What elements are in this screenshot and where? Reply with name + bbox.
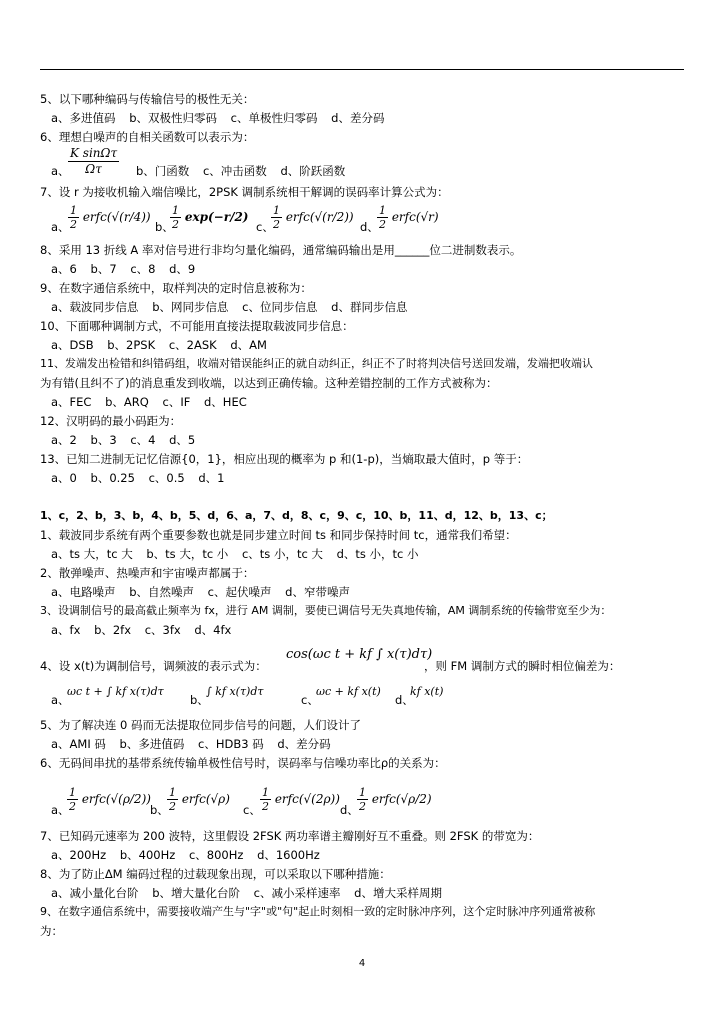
q13-options — [51, 471, 697, 485]
formula-body: erfc(√ρ/2) — [371, 792, 432, 806]
fraction-denominator: Ωτ — [85, 162, 102, 176]
q8-text: 8、采用 13 折线 A 率对信号进行非均匀量化编码，通常编码输出是用______位二进制数表示。 — [40, 243, 522, 257]
option: b、2fx — [94, 623, 132, 637]
q12-options — [51, 433, 697, 447]
q10-text: 10、下面哪种调制方式，不可能用直接法提取载波同步信息： — [40, 319, 354, 333]
s2-q8-text: 8、为了防止ΔM 编码过程的过载现象出现，可以采取以下哪种措施： — [40, 867, 391, 881]
q13-text: 13、已知二进制无记忆信源{0，1}，相应出现的概率为 p 和(1-p)，当熵取最大值时，p 等于： — [40, 452, 529, 466]
fraction-numerator: 1 — [379, 204, 386, 217]
q7-option-d-label: d、 — [360, 220, 379, 234]
s2-q7-text: 7、已知码元速率为 200 波特，这里假设 2FSK 两功率谱主瓣刚好互不重叠。则 2FSK 的带宽为： — [40, 829, 540, 843]
option: d、差分码 — [277, 737, 331, 751]
option: d、增大采样周期 — [354, 886, 442, 900]
option: b、ts 大，tc 小 — [146, 547, 229, 561]
option: a、多进值码 — [51, 111, 116, 125]
q7-option-d-formula — [377, 204, 439, 231]
option: b、自然噪声 — [129, 585, 195, 599]
option: c、减小采样速率 — [253, 886, 341, 900]
option: c、HDB3 码 — [198, 737, 264, 751]
q6-options-rest — [136, 164, 536, 178]
option: d、群同步信息 — [331, 300, 408, 314]
option: a、200Hz — [51, 848, 107, 862]
q8-options — [51, 262, 697, 276]
option: a、减小量化台阶 — [51, 886, 139, 900]
s2-q1-options — [51, 547, 697, 561]
option: a、6 — [51, 262, 77, 276]
s2-q4-option-c-formula: ωc + kf x(t) — [316, 685, 381, 698]
option: a、0 — [51, 471, 77, 485]
option: a、载波同步信息 — [51, 300, 139, 314]
s2-q4-formula: cos(ωc t + kf ∫ x(τ)dτ) — [286, 647, 433, 662]
s2-q6-option-c-formula — [260, 786, 340, 813]
fraction-denominator: 2 — [273, 218, 280, 231]
option: b、3 — [90, 433, 117, 447]
q7-option-a-label: a、 — [51, 220, 70, 234]
q11-text-line2: 为有错(且纠不了)的消息重发到收端，以达到正确传输。这种差错控制的工作方式被称为： — [40, 376, 498, 390]
s2-q3-options — [51, 623, 697, 637]
fraction-numerator: 1 — [273, 204, 280, 217]
q7-option-c-formula — [271, 204, 354, 231]
option: b、2PSK — [107, 338, 156, 352]
q11-text-line1: 11、发端发出检错和纠错码组，收端对错误能纠正的就自动纠正，纠正不了时将判决信号送回发端，发端把收端认 — [40, 357, 593, 370]
q5-text: 5、以下哪种编码与传输信号的极性无关： — [40, 92, 255, 106]
s2-q7-options — [51, 848, 697, 862]
q7-option-b-label: b、 — [155, 220, 174, 234]
s2-q4-option-c-label: c、 — [301, 693, 319, 707]
s2-q1-text: 1、载波同步系统有两个重要参数也就是同步建立时间 ts 和同步保持时间 tc，通常我们希望： — [40, 528, 517, 542]
option: c、IF — [162, 395, 191, 409]
fraction-numerator: 1 — [262, 786, 269, 799]
s2-q4-text-after: ，则 FM 调制方式的瞬时相位偏差为： — [424, 659, 621, 673]
q6-option-a-label: a、 — [51, 164, 70, 178]
option: b、门函数 — [136, 164, 190, 178]
s2-q4-option-a-label: a、 — [51, 693, 70, 707]
option: d、阶跃函数 — [280, 164, 346, 178]
option: d、窄带噪声 — [285, 585, 350, 599]
q7-option-c-label: c、 — [256, 220, 274, 234]
s2-q6-option-c-label: c、 — [243, 803, 261, 817]
option: c、4 — [130, 433, 156, 447]
option: a、FEC — [51, 395, 92, 409]
fraction-denominator: 2 — [70, 218, 77, 231]
q11-options — [51, 395, 697, 409]
fraction-numerator: 1 — [172, 204, 179, 217]
option: b、ARQ — [105, 395, 149, 409]
option: c、ts 小，tc 大 — [241, 547, 323, 561]
option: c、3fx — [144, 623, 181, 637]
formula-body: erfc(√r) — [391, 210, 439, 224]
option: c、8 — [130, 262, 156, 276]
formula-body: erfc(√(r/4)) — [82, 210, 151, 224]
header-rule — [40, 69, 684, 70]
s2-q5-text: 5、为了解决连 0 码而无法提取位同步信号的问题，人们设计了 — [40, 718, 361, 732]
s2-q2-options — [51, 585, 697, 599]
s2-q6-option-b-label: b、 — [150, 803, 169, 817]
q5-options — [51, 111, 697, 125]
option: b、网同步信息 — [152, 300, 229, 314]
formula-body: erfc(√(ρ/2)) — [81, 792, 151, 806]
fraction-denominator: 2 — [172, 218, 179, 231]
option: d、AM — [230, 338, 267, 352]
fraction-denominator: 2 — [359, 800, 366, 813]
option: c、2ASK — [168, 338, 217, 352]
s2-q4-option-b-formula: ∫ kf x(τ)dτ — [206, 685, 264, 698]
s2-q6-option-d-formula — [357, 786, 432, 813]
fraction-denominator: 2 — [262, 800, 269, 813]
option: b、多进值码 — [119, 737, 185, 751]
option: d、9 — [169, 262, 196, 276]
option: d、1 — [198, 471, 225, 485]
fraction-numerator: 1 — [70, 204, 77, 217]
option: b、双极性归零码 — [129, 111, 218, 125]
option: b、0.25 — [90, 471, 135, 485]
option: c、位同步信息 — [242, 300, 318, 314]
option: d、4fx — [194, 623, 232, 637]
option: a、AMI 码 — [51, 737, 106, 751]
option: c、起伏噪声 — [207, 585, 272, 599]
option: b、7 — [90, 262, 117, 276]
s2-q6-text: 6、无码间串扰的基带系统传输单极性信号时，误码率与信噪功率比ρ的关系为： — [40, 756, 446, 770]
option: d、ts 小，tc 小 — [336, 547, 419, 561]
option: b、增大量化台阶 — [152, 886, 241, 900]
answer-key: 1、c，2、b，3、b，4、b，5、d，6、a，7、d，8、c，9、c，10、b，11、d，12、b，13、c； — [40, 509, 553, 522]
s2-q4-option-a-formula: ωc t + ∫ kf x(τ)dτ — [67, 685, 164, 698]
option: d、HEC — [204, 395, 247, 409]
option: a、DSB — [51, 338, 94, 352]
s2-q6-option-b-formula — [167, 786, 230, 813]
option: c、单极性归零码 — [230, 111, 318, 125]
option: a、fx — [51, 623, 81, 637]
formula-body: erfc(√(r/2)) — [285, 210, 354, 224]
s2-q8-options — [51, 886, 697, 900]
formula-body: exp(−r/2) — [184, 210, 249, 224]
s2-q4-option-b-label: b、 — [190, 693, 209, 707]
formula-body: erfc(√ρ) — [181, 792, 230, 806]
s2-q4-option-d-label: d、 — [395, 693, 414, 707]
fraction-denominator: 2 — [169, 800, 176, 813]
page-number: 4 — [358, 958, 366, 969]
fraction-numerator: 1 — [169, 786, 176, 799]
fraction-denominator: 2 — [379, 218, 386, 231]
option: a、电路噪声 — [51, 585, 116, 599]
fraction-numerator: 1 — [359, 786, 366, 799]
q6-option-a-formula — [68, 146, 119, 177]
q9-text: 9、在数字通信系统中，取样判决的定时信息被称为： — [40, 281, 312, 295]
s2-q4-option-d-formula: kf x(t) — [410, 685, 444, 698]
option: a、ts 大，tc 大 — [51, 547, 133, 561]
option: d、1600Hz — [257, 848, 320, 862]
fraction-numerator: 1 — [69, 786, 76, 799]
q9-options — [51, 300, 697, 314]
q12-text: 12、汉明码的最小码距为： — [40, 414, 182, 428]
option: b、400Hz — [119, 848, 176, 862]
s2-q6-option-d-label: d、 — [340, 803, 359, 817]
s2-q9-text-line2: 为： — [40, 924, 63, 938]
s2-q9-text-line1: 9、在数字通信系统中，需要接收端产生与"字"或"句"起止时刻相一致的定时脉冲序列，这个定时脉冲序列通常被称 — [40, 905, 596, 918]
option: d、差分码 — [331, 111, 385, 125]
option: c、0.5 — [148, 471, 185, 485]
s2-q3-text: 3、设调制信号的最高截止频率为 fx，进行 AM 调制，要使已调信号无失真地传输，AM 调制系统的传输带宽至少为： — [40, 604, 612, 617]
option: c、冲击函数 — [202, 164, 267, 178]
q7-option-a-formula — [68, 204, 151, 231]
s2-q6-option-a-formula — [67, 786, 151, 813]
s2-q6-option-a-label: a、 — [51, 803, 70, 817]
s2-q2-text: 2、散弹噪声、热噪声和宇宙噪声都属于： — [40, 566, 255, 580]
s2-q5-options — [51, 737, 697, 751]
fraction-numerator: K sinΩτ — [70, 146, 118, 160]
q7-option-b-formula — [170, 204, 248, 231]
option: d、5 — [169, 433, 196, 447]
q6-text: 6、理想白噪声的自相关函数可以表示为： — [40, 130, 255, 144]
option: a、2 — [51, 433, 77, 447]
fraction-denominator: 2 — [69, 800, 76, 813]
formula-body: erfc(√(2ρ)) — [274, 792, 340, 806]
s2-q4-text: 4、设 x(t)为调制信号，调频波的表示式为： — [40, 659, 267, 673]
option: c、800Hz — [188, 848, 244, 862]
q10-options — [51, 338, 697, 352]
q7-text: 7、设 r 为接收机输入端信噪比，2PSK 调制系统相干解调的误码率计算公式为： — [40, 185, 449, 199]
